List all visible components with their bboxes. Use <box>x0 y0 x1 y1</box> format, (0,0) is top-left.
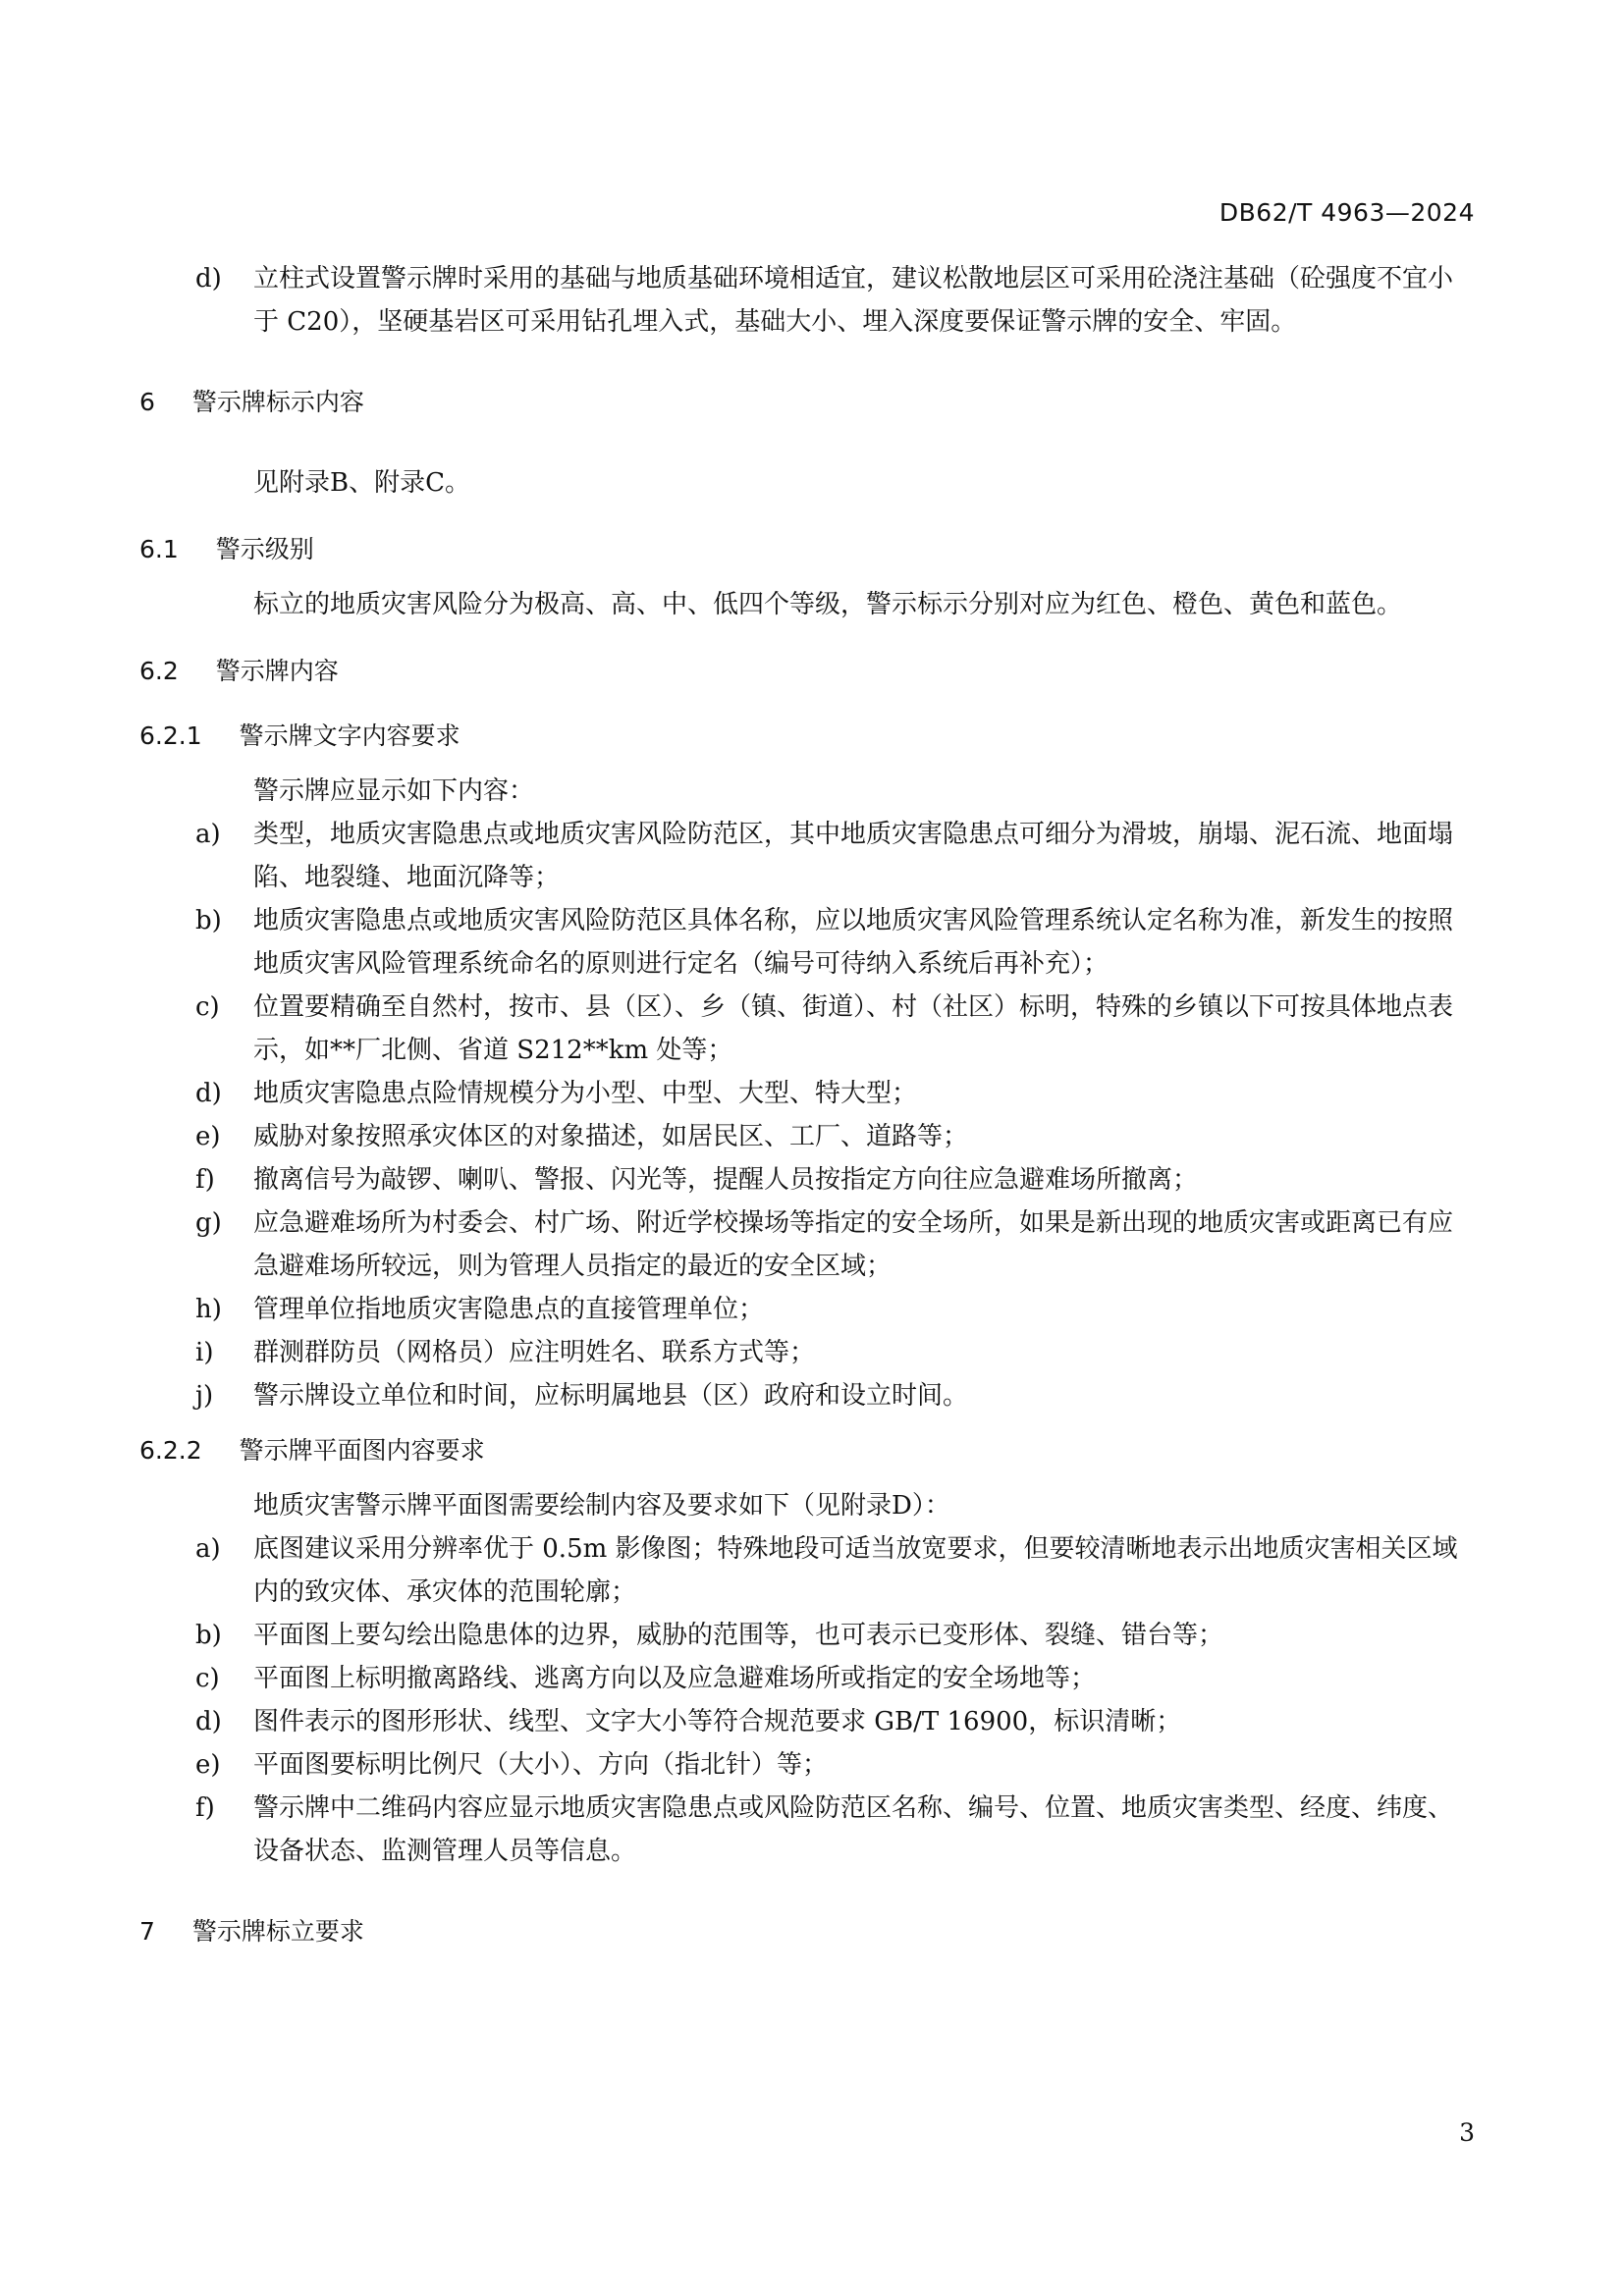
section-heading-6-2 <box>139 652 1475 691</box>
list-item-label: d) <box>195 264 222 294</box>
list-item-label: a) <box>195 1534 221 1564</box>
list-item <box>139 1614 1475 1657</box>
list-item-text: 地质灾害隐患点或地质灾害风险防范区具体名称，应以地质灾害风险管理系统认定名称为准，新发生的按照地质灾害风险管理系统命名的原则进行定名（编号可待纳入系统后再补充）； <box>253 906 1454 979</box>
list-6-2-2 <box>139 1527 1475 1873</box>
list-item-text: 群测群防员（网格员）应注明姓名、联系方式等； <box>253 1338 816 1367</box>
list-item-text: 立柱式设置警示牌时采用的基础与地质基础环境相适宜，建议松散地层区可采用砼浇注基础（砼强度不宜小于 C20），坚硬基岩区可采用钻孔埋入式，基础大小、埋入深度要保证警示牌的安全、牢固。 <box>253 264 1454 337</box>
list-item-text: 威胁对象按照承灾体区的对象描述，如居民区、工厂、道路等； <box>253 1122 969 1151</box>
list-item-text: 应急避难场所为村委会、村广场、附近学校操场等指定的安全场所，如果是新出现的地质灾害或距离已有应急避难场所较远，则为管理人员指定的最近的安全区域； <box>253 1208 1454 1281</box>
section-number: 6 <box>139 388 155 416</box>
document-body <box>139 257 1475 1951</box>
list-item-label: b) <box>195 1621 222 1650</box>
list-item <box>139 257 1475 344</box>
section-heading-6-2-2 <box>139 1431 1475 1470</box>
list-item-text: 警示牌中二维码内容应显示地质灾害隐患点或风险防范区名称、编号、位置、地质灾害类型、经度、纬度、设备状态、监测管理人员等信息。 <box>253 1793 1454 1866</box>
list-item-text: 底图建议采用分辨率优于 0.5m 影像图；特殊地段可适当放宽要求，但要较清晰地表示出地质灾害相关区域内的致灾体、承灾体的范围轮廓； <box>253 1534 1458 1607</box>
list-item-label: e) <box>195 1122 221 1151</box>
section-number: 6.1 <box>139 535 179 563</box>
section-title: 警示级别 <box>215 535 314 563</box>
section-title: 警示牌内容 <box>215 657 339 685</box>
section-heading-6-2-1 <box>139 717 1475 756</box>
list-item-label: c) <box>195 1664 220 1693</box>
list-item <box>139 1331 1475 1374</box>
list-item-text: 警示牌设立单位和时间，应标明属地县（区）政府和设立时间。 <box>253 1381 969 1411</box>
list-item <box>139 1072 1475 1115</box>
list-item <box>139 1700 1475 1743</box>
section-number: 7 <box>139 1917 155 1946</box>
list-item <box>139 899 1475 986</box>
list-item <box>139 1787 1475 1873</box>
list-item <box>139 1743 1475 1787</box>
list-item <box>139 1374 1475 1417</box>
list-item-label: g) <box>195 1208 222 1238</box>
list-item-text: 地质灾害隐患点险情规模分为小型、中型、大型、特大型； <box>253 1079 918 1108</box>
section-number: 6.2.2 <box>139 1436 202 1465</box>
list-item-text: 平面图要标明比例尺（大小）、方向（指北针）等； <box>253 1750 829 1780</box>
section-number: 6.2.1 <box>139 721 202 750</box>
list-6-2-1 <box>139 813 1475 1417</box>
list-item-label: d) <box>195 1079 222 1108</box>
list-item <box>139 1527 1475 1614</box>
list-item-label: c) <box>195 992 220 1022</box>
list-item-text: 位置要精确至自然村，按市、县（区）、乡（镇、街道）、村（社区）标明，特殊的乡镇以下可按具体地点表示，如**厂北侧、省道 S212**km 处等； <box>253 992 1454 1065</box>
list-item <box>139 1115 1475 1158</box>
list-item-text: 类型，地质灾害隐患点或地质灾害风险防范区，其中地质灾害隐患点可细分为滑坡，崩塌、泥石流、地面塌陷、地裂缝、地面沉降等； <box>253 820 1454 892</box>
section-heading-6 <box>139 383 1475 422</box>
paragraph: 警示牌应显示如下内容： <box>253 776 535 806</box>
list-item-label: b) <box>195 906 222 935</box>
paragraph: 地质灾害警示牌平面图需要绘制内容及要求如下（见附录D）： <box>253 1491 950 1521</box>
list-item-label: j) <box>195 1381 214 1411</box>
list-item-label: f) <box>195 1165 215 1195</box>
list-item-label: e) <box>195 1750 221 1780</box>
list-item <box>139 1158 1475 1201</box>
list-item-label: a) <box>195 820 221 849</box>
page-number: 3 <box>1459 2118 1475 2147</box>
document-code: DB62/T 4963—2024 <box>1218 198 1475 227</box>
paragraph: 见附录B、附录C。 <box>253 468 471 498</box>
list-item <box>139 986 1475 1072</box>
list-item-text: 图件表示的图形形状、线型、文字大小等符合规范要求 GB/T 16900，标识清晰； <box>253 1707 1182 1736</box>
list-item <box>139 1201 1475 1288</box>
section-number: 6.2 <box>139 657 179 685</box>
list-item <box>139 1288 1475 1331</box>
list-item-label: f) <box>195 1793 215 1823</box>
list-item <box>139 813 1475 899</box>
section-title: 警示牌平面图内容要求 <box>239 1436 485 1465</box>
list-item-text: 撤离信号为敲锣、喇叭、警报、闪光等，提醒人员按指定方向往应急避难场所撤离； <box>253 1165 1199 1195</box>
list-item-text: 管理单位指地质灾害隐患点的直接管理单位； <box>253 1295 765 1324</box>
section-heading-6-1 <box>139 530 1475 569</box>
section-title: 警示牌文字内容要求 <box>239 721 460 750</box>
list-item-label: d) <box>195 1707 222 1736</box>
list-item-text: 平面图上标明撤离路线、逃离方向以及应急避难场所或指定的安全场地等； <box>253 1664 1097 1693</box>
section-heading-7 <box>139 1912 1475 1951</box>
section-title: 警示牌标立要求 <box>191 1917 364 1946</box>
list-item <box>139 1657 1475 1700</box>
section-title: 警示牌标示内容 <box>191 388 364 416</box>
list-item-text: 平面图上要勾绘出隐患体的边界，威胁的范围等，也可表示已变形体、裂缝、错台等； <box>253 1621 1224 1650</box>
list-item-label: h) <box>195 1295 222 1324</box>
paragraph: 标立的地质灾害风险分为极高、高、中、低四个等级，警示标示分别对应为红色、橙色、黄色和蓝色。 <box>253 590 1403 619</box>
list-item-label: i) <box>195 1338 214 1367</box>
